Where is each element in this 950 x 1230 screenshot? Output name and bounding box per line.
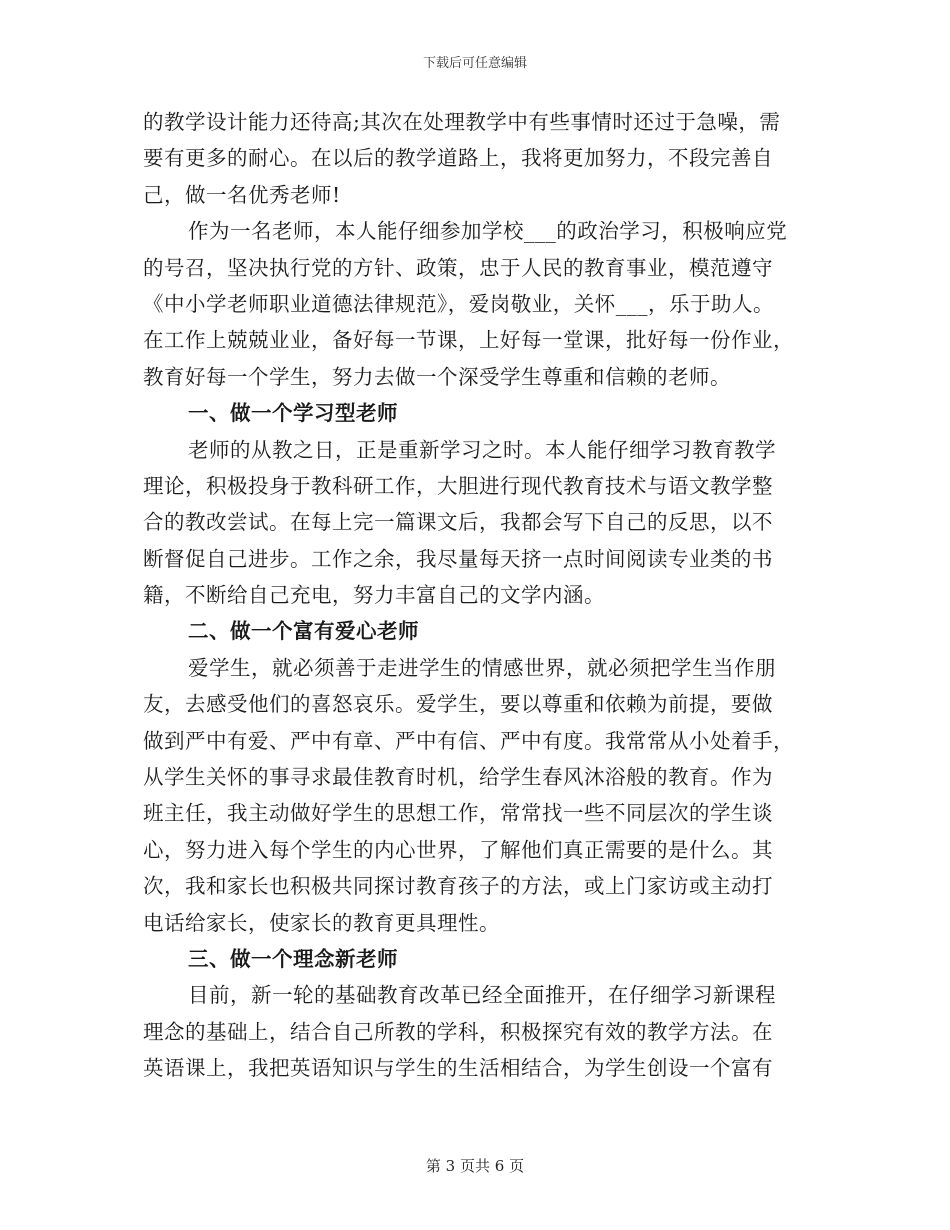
text-line: 合的教改尝试。在每上完一篇课文后，我都会写下自己的反思，以不 — [143, 510, 773, 535]
text-line: 理论，积极投身于教科研工作，大胆进行现代教育技术与语文教学整 — [143, 473, 773, 498]
text-line: 要有更多的耐心。在以后的教学道路上，我将更加努力，不段完善自 — [143, 146, 773, 171]
text-line: 的号召，坚决执行党的方针、政策，忠于人民的教育事业，模范遵守 — [143, 255, 773, 280]
text-line: 作为一名老师，本人能仔细参加学校___的政治学习，积极响应党 — [188, 219, 788, 244]
text-line: 心，努力进入每个学生的内心世界，了解他们真正需要的是什么。其 — [143, 837, 773, 862]
text-line: 在工作上兢兢业业，备好每一节课，上好每一堂课，批好每一份作业， — [143, 328, 794, 353]
page-header: 下载后可任意编辑 — [422, 56, 527, 71]
section-heading: 二、做一个富有爱心老师 — [188, 619, 419, 644]
text-line: 理念的基础上，结合自己所教的学科，积极探究有效的教学方法。在 — [143, 1019, 773, 1044]
text-line: 爱学生，就必须善于走进学生的情感世界，就必须把学生当作朋 — [188, 655, 776, 680]
text-line: 籍，不断给自己充电，努力丰富自己的文学内涵。 — [143, 583, 605, 608]
text-line: 《中小学老师职业道德法律规范》，爱岗敬业，关怀___，乐于助人。 — [143, 291, 774, 316]
text-line: 的教学设计能力还待高;其次在处理教学中有些事情时还过于急噪，需 — [143, 110, 781, 134]
text-line: 己，做一名优秀老师! — [143, 182, 341, 207]
text-line: 老师的从教之日，正是重新学习之时。本人能仔细学习教育教学 — [188, 437, 776, 462]
text-line: 目前，新一轮的基础教育改革已经全面推开，在仔细学习新课程 — [188, 983, 776, 1008]
text-line: 做到严中有爱、严中有章、严中有信、严中有度。我常常从小处着手， — [143, 728, 794, 753]
text-line: 教育好每一个学生，努力去做一个深受学生尊重和信赖的老师。 — [143, 364, 731, 389]
document-body — [143, 104, 809, 1087]
text-line: 班主任，我主动做好学生的思想工作，常常找一些不同层次的学生谈 — [143, 801, 773, 826]
text-line: 友，去感受他们的喜怒哀乐。爱学生，要以尊重和依赖为前提，要做 — [143, 692, 773, 717]
page-footer: 第 3 页共 6 页 — [425, 1157, 525, 1175]
text-line: 电话给家长，使家长的教育更具理性。 — [143, 910, 500, 935]
text-line: 从学生关怀的事寻求最佳教育时机，给学生春风沐浴般的教育。作为 — [143, 765, 773, 790]
section-heading: 一、做一个学习型老师 — [188, 401, 398, 426]
section-heading: 三、做一个理念新老师 — [188, 946, 398, 971]
text-line: 英语课上，我把英语知识与学生的生活相结合，为学生创设一个富有 — [143, 1056, 773, 1081]
text-line: 次，我和家长也积极共同探讨教育孩子的方法，或上门家访或主动打 — [143, 874, 773, 899]
text-line: 断督促自己进步。工作之余，我尽量每天挤一点时间阅读专业类的书 — [143, 546, 773, 571]
